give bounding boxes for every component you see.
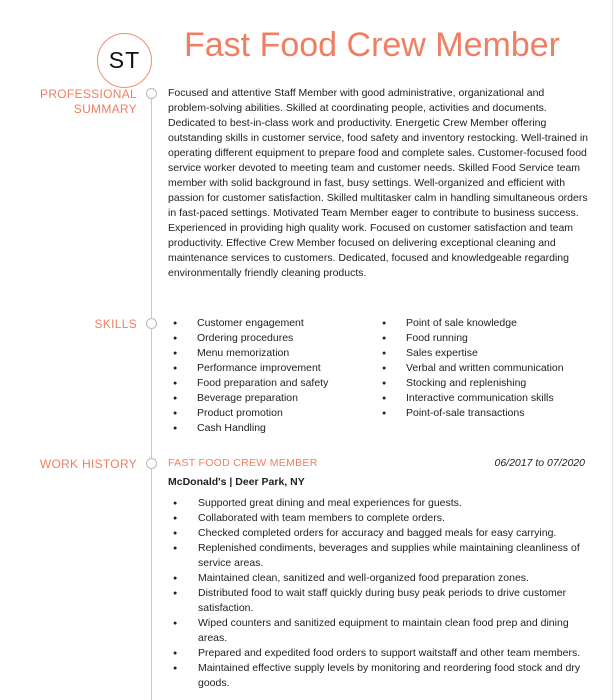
page-edge: [612, 0, 613, 700]
monogram-initials: ST: [108, 47, 141, 73]
skills-list-right: [377, 316, 564, 421]
job-title: FAST FOOD CREW MEMBER: [168, 457, 318, 469]
skill-item: ● Interactive communication skills: [377, 391, 564, 406]
skill-item: ● Stocking and replenishing: [377, 376, 564, 391]
skill-item: ● Food running: [377, 331, 564, 346]
section-title-summary: [40, 87, 137, 117]
skill-item: ● Menu memorization: [168, 346, 328, 361]
skill-item: ● Customer engagement: [168, 316, 328, 331]
skills-list-left: [168, 316, 328, 436]
job-dates: 06/2017 to 07/2020: [494, 457, 585, 469]
section-title-summary-line2: SUMMARY: [73, 102, 137, 116]
skill-item: ● Cash Handling: [168, 421, 328, 436]
job-duties-list: [168, 496, 588, 691]
skill-item: ● Sales expertise: [377, 346, 564, 361]
section-title-summary-line1: PROFESSIONAL: [40, 87, 137, 101]
skill-item: ● Point-of-sale transactions: [377, 406, 564, 421]
timeline-line: [151, 94, 152, 700]
duty-item: ● Maintained clean, sanitized and well-organized food preparation zones.: [168, 571, 588, 586]
skill-item: ● Beverage preparation: [168, 391, 328, 406]
monogram-avatar: [97, 33, 152, 88]
duty-item: ● Wiped counters and sanitized equipment to maintain clean food prep and dining areas.: [168, 616, 588, 646]
duty-item: ● Prepared and expedited food orders to support waitstaff and other team members.: [168, 646, 588, 661]
duty-item: ● Collaborated with team members to complete orders.: [168, 511, 588, 526]
skills-node-icon: [146, 318, 157, 329]
skill-item: ● Verbal and written communication: [377, 361, 564, 376]
skill-item: ● Ordering procedures: [168, 331, 328, 346]
skill-item: ● Food preparation and safety: [168, 376, 328, 391]
duty-item: ● Supported great dining and meal experiences for guests.: [168, 496, 588, 511]
section-title-skills: SKILLS: [94, 317, 137, 331]
work-node-icon: [146, 458, 157, 469]
summary-node-icon: [146, 88, 157, 99]
candidate-name: Fast Food Crew Member: [184, 26, 560, 64]
skill-item: ● Point of sale knowledge: [377, 316, 564, 331]
duty-item: ● Distributed food to wait staff quickly during busy peak periods to drive customer satisfaction.: [168, 586, 588, 616]
duty-item: ● Replenished condiments, beverages and supplies while maintaining cleanliness of service areas.: [168, 541, 588, 571]
duty-item: ● Maintained effective supply levels by monitoring and reordering food stock and dry goods.: [168, 661, 588, 691]
skill-item: ● Product promotion: [168, 406, 328, 421]
employer: McDonald's | Deer Park, NY: [168, 476, 305, 488]
professional-summary: Focused and attentive Staff Member with good administrative, organizational and problem-solving abilities. Skilled at coordinating people, activities and documents. Dedicated to best-in-class work and productivity. Energetic Crew Member offering outstanding skills in customer service, food safety and inventory restocking. Well-trained in operating different equipment to prepare food and complete sales. Customer-focused food service worker devoted to meeting team and customer needs. Skilled Food Service team member with solid background in fast, busy settings. Well-organized and efficient with passion for customer satisfaction. Skilled multitasker calm in handling simultaneous orders in fast-paced settings. Motivated Team Member eager to contribute to business success. Experienced in providing high quality work. Focused on customer satisfaction and team productivity. Effective Crew Member focused on delivering exceptional cleaning and maintenance services to customers. Dedicated, focused and knowledgeable regarding environmentally friendly cleaning products.: [168, 87, 589, 279]
skill-item: ● Performance improvement: [168, 361, 328, 376]
section-title-work-history: WORK HISTORY: [39, 457, 137, 471]
duty-item: ● Checked completed orders for accuracy and bagged meals for easy carrying.: [168, 526, 588, 541]
